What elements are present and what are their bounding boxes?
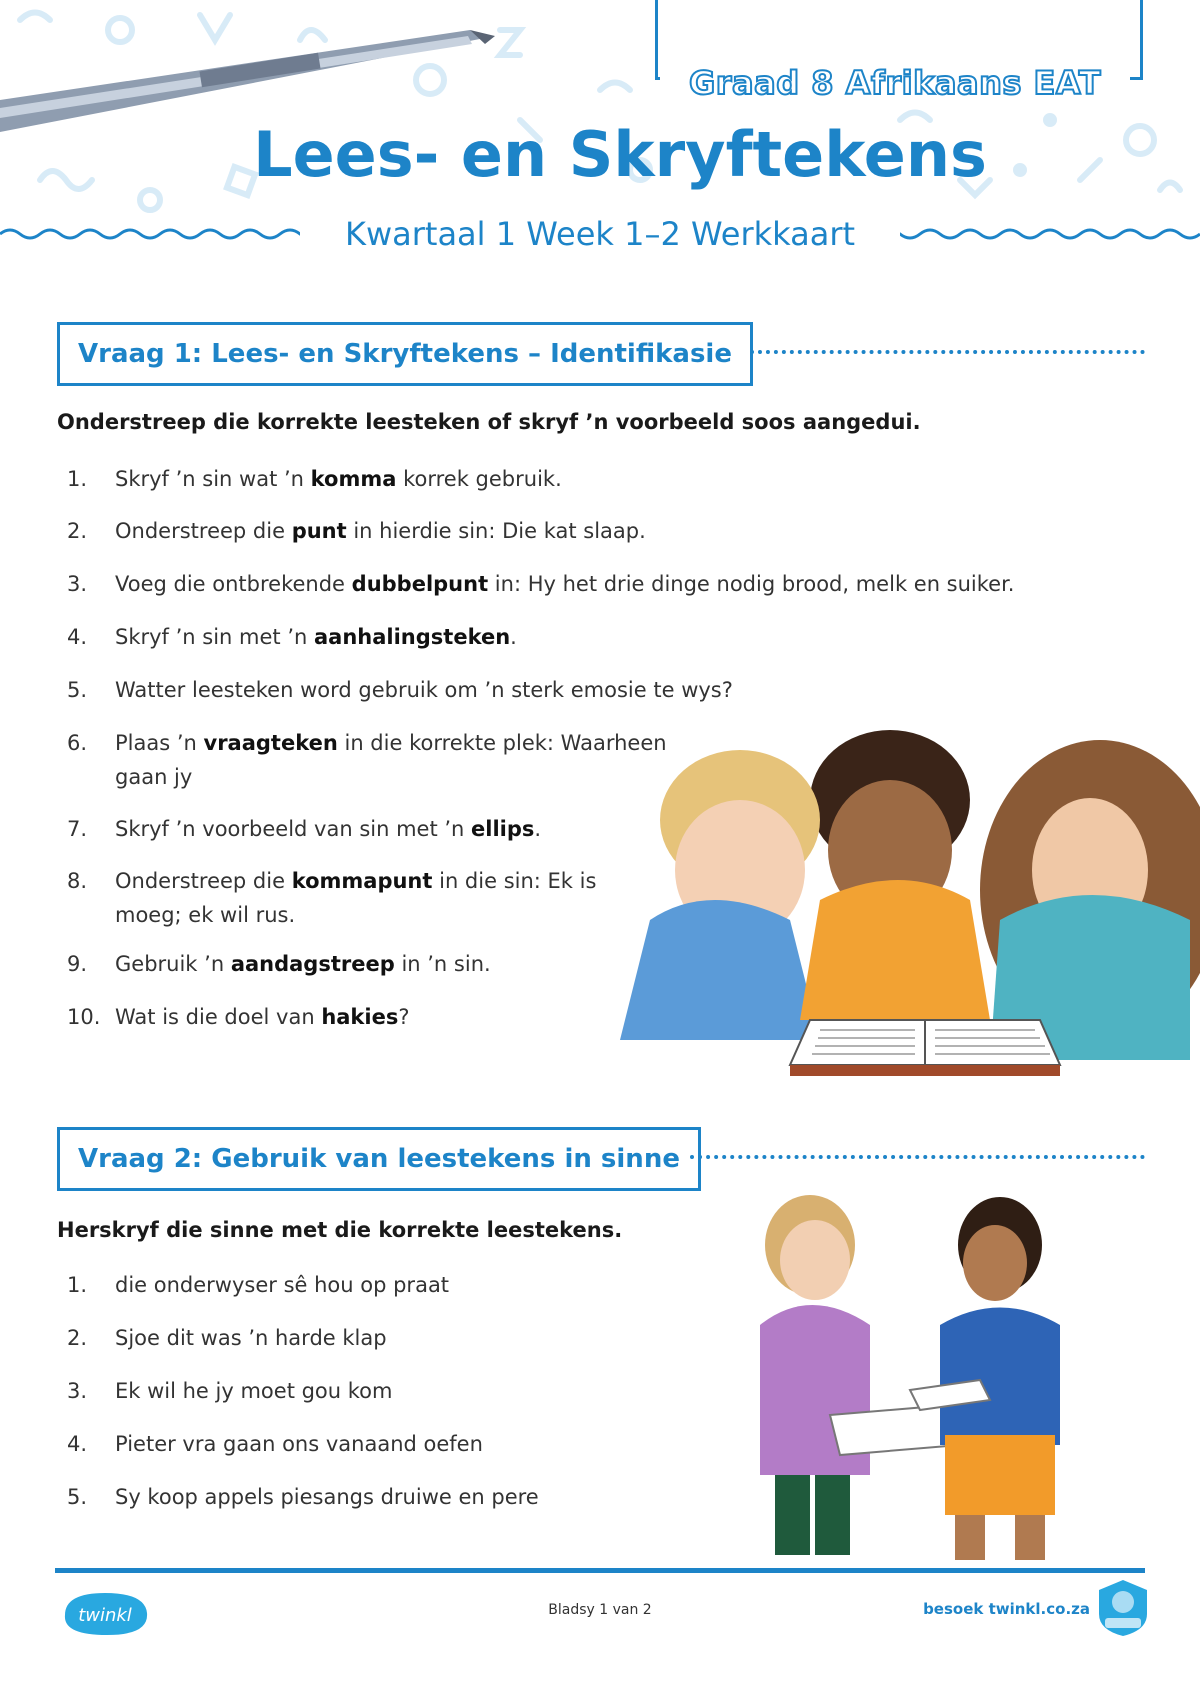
item-text: Pieter vra gaan ons vanaand oefen bbox=[115, 1432, 483, 1456]
page-title: Lees- en Skryftekens bbox=[253, 118, 987, 191]
item-number: 8. bbox=[67, 869, 88, 893]
item-text-post: korrek gebruik. bbox=[396, 467, 562, 491]
item-number: 1. bbox=[67, 1273, 88, 1297]
item-text-post: ? bbox=[398, 1005, 410, 1029]
item-number: 4. bbox=[67, 625, 88, 649]
item-keyword: vraagteken bbox=[203, 731, 338, 755]
item-keyword: aandagstreep bbox=[230, 952, 395, 976]
item-text: Sjoe dit was ’n harde klap bbox=[115, 1326, 387, 1350]
item-keyword: komma bbox=[310, 467, 397, 491]
item-keyword: hakies bbox=[321, 1005, 399, 1029]
item-number: 2. bbox=[67, 1326, 88, 1350]
question2-item bbox=[67, 1268, 717, 1302]
question1-item bbox=[67, 567, 1147, 601]
question2-item bbox=[67, 1480, 717, 1514]
item-text: die onderwyser sê hou op praat bbox=[115, 1273, 450, 1297]
girls-discussing-illustration bbox=[730, 1185, 1080, 1565]
website-link[interactable]: besoek twinkl.co.za bbox=[923, 1600, 1090, 1618]
item-text bbox=[67, 726, 707, 794]
question1-item bbox=[67, 864, 627, 932]
item-text-pre: Onderstreep die bbox=[115, 869, 292, 893]
item-number: 5. bbox=[67, 678, 88, 702]
question1-dots bbox=[750, 350, 1145, 354]
item-text bbox=[67, 514, 1147, 548]
question2-instruction: Herskryf die sinne met die korrekte leestekens. bbox=[57, 1218, 623, 1242]
item-text-pre: Watter leesteken word gebruik om ’n sterk emosie te wys? bbox=[115, 678, 733, 702]
item-text-pre: Voeg die ontbrekende bbox=[115, 572, 352, 596]
item-text bbox=[67, 462, 1147, 496]
item-number: 9. bbox=[67, 952, 88, 976]
item-number: 6. bbox=[67, 731, 88, 755]
item-text-post: in hierdie sin: Die kat slaap. bbox=[346, 519, 646, 543]
question1-instruction: Onderstreep die korrekte leesteken of skryf ’n voorbeeld soos aangedui. bbox=[57, 410, 921, 434]
item-text-pre: Plaas ’n bbox=[115, 731, 204, 755]
question1-item bbox=[67, 673, 1147, 707]
item-number: 3. bbox=[67, 572, 88, 596]
question1-heading: Vraag 1: Lees- en Skryftekens – Identifikasie bbox=[57, 322, 753, 386]
question1-item bbox=[67, 726, 707, 794]
question1-item bbox=[67, 620, 1147, 654]
item-number: 5. bbox=[67, 1485, 88, 1509]
item-text-pre: Skryf ’n sin met ’n bbox=[115, 625, 314, 649]
item-text-pre: Wat is die doel van bbox=[115, 1005, 322, 1029]
item-text-post: in: Hy het drie dinge nodig brood, melk en suiker. bbox=[488, 572, 1015, 596]
question2-dots bbox=[690, 1155, 1145, 1159]
item-text bbox=[67, 620, 1147, 654]
item-text-pre: Skryf ’n voorbeeld van sin met ’n bbox=[115, 817, 472, 841]
item-keyword: aanhalingsteken bbox=[314, 625, 511, 649]
question2-item bbox=[67, 1321, 717, 1355]
item-keyword: ellips bbox=[471, 817, 535, 841]
item-number: 10. bbox=[67, 1005, 101, 1029]
item-text bbox=[67, 864, 627, 932]
question1-item bbox=[67, 514, 1147, 548]
item-text-pre: Skryf ’n sin wat ’n bbox=[115, 467, 311, 491]
item-number: 3. bbox=[67, 1379, 88, 1403]
item-number: 2. bbox=[67, 519, 88, 543]
pen-illustration bbox=[0, 30, 495, 132]
item-text-post: . bbox=[534, 817, 542, 841]
page-number: Bladsy 1 van 2 bbox=[548, 1602, 652, 1618]
question1-item bbox=[67, 462, 1147, 496]
question2-heading: Vraag 2: Gebruik van leestekens in sinne bbox=[57, 1127, 701, 1191]
item-keyword: dubbelpunt bbox=[351, 572, 489, 596]
footer-divider bbox=[55, 1568, 1145, 1573]
item-number: 7. bbox=[67, 817, 88, 841]
item-text-post: in ’n sin. bbox=[394, 952, 491, 976]
question2-item bbox=[67, 1427, 717, 1461]
item-text-pre: Gebruik ’n bbox=[115, 952, 231, 976]
item-text-post: in die sin: Ek is moeg; ek wil rus. bbox=[115, 869, 597, 927]
item-number: 4. bbox=[67, 1432, 88, 1456]
item-number: 1. bbox=[67, 467, 88, 491]
svg-text:twinkl: twinkl bbox=[78, 1605, 132, 1626]
item-text-pre: Onderstreep die bbox=[115, 519, 292, 543]
quality-badge-icon bbox=[1095, 1578, 1151, 1638]
question2-item bbox=[67, 1374, 717, 1408]
item-text-post: in die korrekte plek: Waarheen gaan jy bbox=[115, 731, 667, 789]
item-text bbox=[67, 567, 1147, 601]
grade-label: Graad 8 Afrikaans EAT bbox=[660, 58, 1130, 108]
item-text: Sy koop appels piesangs druiwe en pere bbox=[115, 1485, 539, 1509]
twinkl-logo[interactable] bbox=[55, 1585, 155, 1640]
item-text-post: . bbox=[510, 625, 517, 649]
children-reading-illustration bbox=[620, 720, 1200, 1100]
item-keyword: kommapunt bbox=[291, 869, 433, 893]
item-text: Ek wil he jy moet gou kom bbox=[115, 1379, 393, 1403]
item-keyword: punt bbox=[291, 519, 347, 543]
item-text bbox=[67, 673, 1147, 707]
page-subtitle: Kwartaal 1 Week 1–2 Werkkaart bbox=[300, 208, 900, 260]
